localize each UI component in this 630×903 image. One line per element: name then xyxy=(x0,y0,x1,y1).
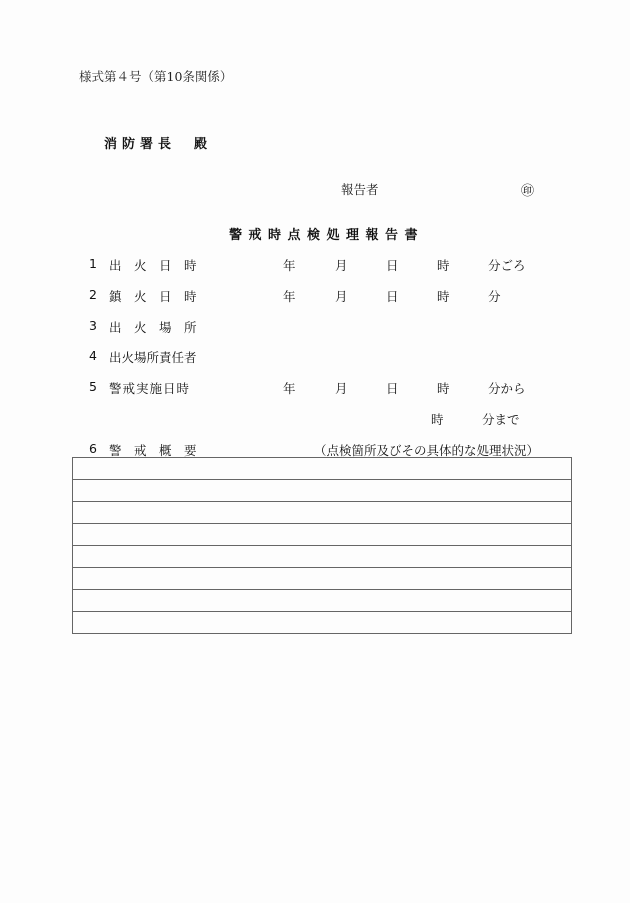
item-number: 1 xyxy=(89,256,97,271)
table-cell[interactable] xyxy=(73,590,572,612)
table-row xyxy=(73,568,572,590)
day-label: 日 xyxy=(386,289,399,304)
item-number: 4 xyxy=(89,348,97,363)
summary-note: （点検箇所及びその具体的な処理状況） xyxy=(314,443,540,458)
year-label: 年 xyxy=(283,258,296,273)
table-row xyxy=(73,524,572,546)
table-row xyxy=(73,502,572,524)
item-number: 5 xyxy=(89,379,97,394)
item-label: 鎮 火 日 時 xyxy=(109,289,197,304)
table-cell[interactable] xyxy=(73,480,572,502)
end-hour-label: 時 xyxy=(431,412,444,427)
end-minute-label: 分まで xyxy=(482,412,520,427)
table-row xyxy=(73,480,572,502)
table-row xyxy=(73,612,572,634)
form-number: 様式第４号（第10条関係） xyxy=(79,69,233,84)
item-number: 6 xyxy=(89,441,97,456)
item-label: 警戒実施日時 xyxy=(109,381,191,396)
hour-label: 時 xyxy=(437,258,450,273)
hour-label: 時 xyxy=(437,289,450,304)
seal-icon: ㊞ xyxy=(521,184,535,199)
addressee: 消防署長 殿 xyxy=(104,137,213,152)
table-row xyxy=(73,458,572,480)
table-cell[interactable] xyxy=(73,458,572,480)
minute-label: 分ごろ xyxy=(488,258,526,273)
hour-label: 時 xyxy=(437,381,450,396)
minute-label: 分から xyxy=(488,381,526,396)
table-cell[interactable] xyxy=(73,568,572,590)
item-label: 出火場所責任者 xyxy=(109,350,197,365)
item-label: 警 戒 概 要 xyxy=(109,443,197,458)
minute-label: 分 xyxy=(488,289,501,304)
item-number: 3 xyxy=(89,318,97,333)
table-cell[interactable] xyxy=(73,612,572,634)
item-label: 出 火 場 所 xyxy=(109,320,197,335)
day-label: 日 xyxy=(386,381,399,396)
month-label: 月 xyxy=(335,289,348,304)
item-label: 出 火 日 時 xyxy=(109,258,197,273)
month-label: 月 xyxy=(335,381,348,396)
year-label: 年 xyxy=(283,289,296,304)
year-label: 年 xyxy=(283,381,296,396)
table-row xyxy=(73,546,572,568)
reporter-label: 報告者 xyxy=(341,182,379,197)
table-row xyxy=(73,590,572,612)
table-cell[interactable] xyxy=(73,502,572,524)
table-cell[interactable] xyxy=(73,546,572,568)
summary-table xyxy=(72,457,572,634)
month-label: 月 xyxy=(335,258,348,273)
document-title: 警戒時点検処理報告書 xyxy=(229,228,425,243)
item-number: 2 xyxy=(89,287,97,302)
day-label: 日 xyxy=(386,258,399,273)
table-cell[interactable] xyxy=(73,524,572,546)
